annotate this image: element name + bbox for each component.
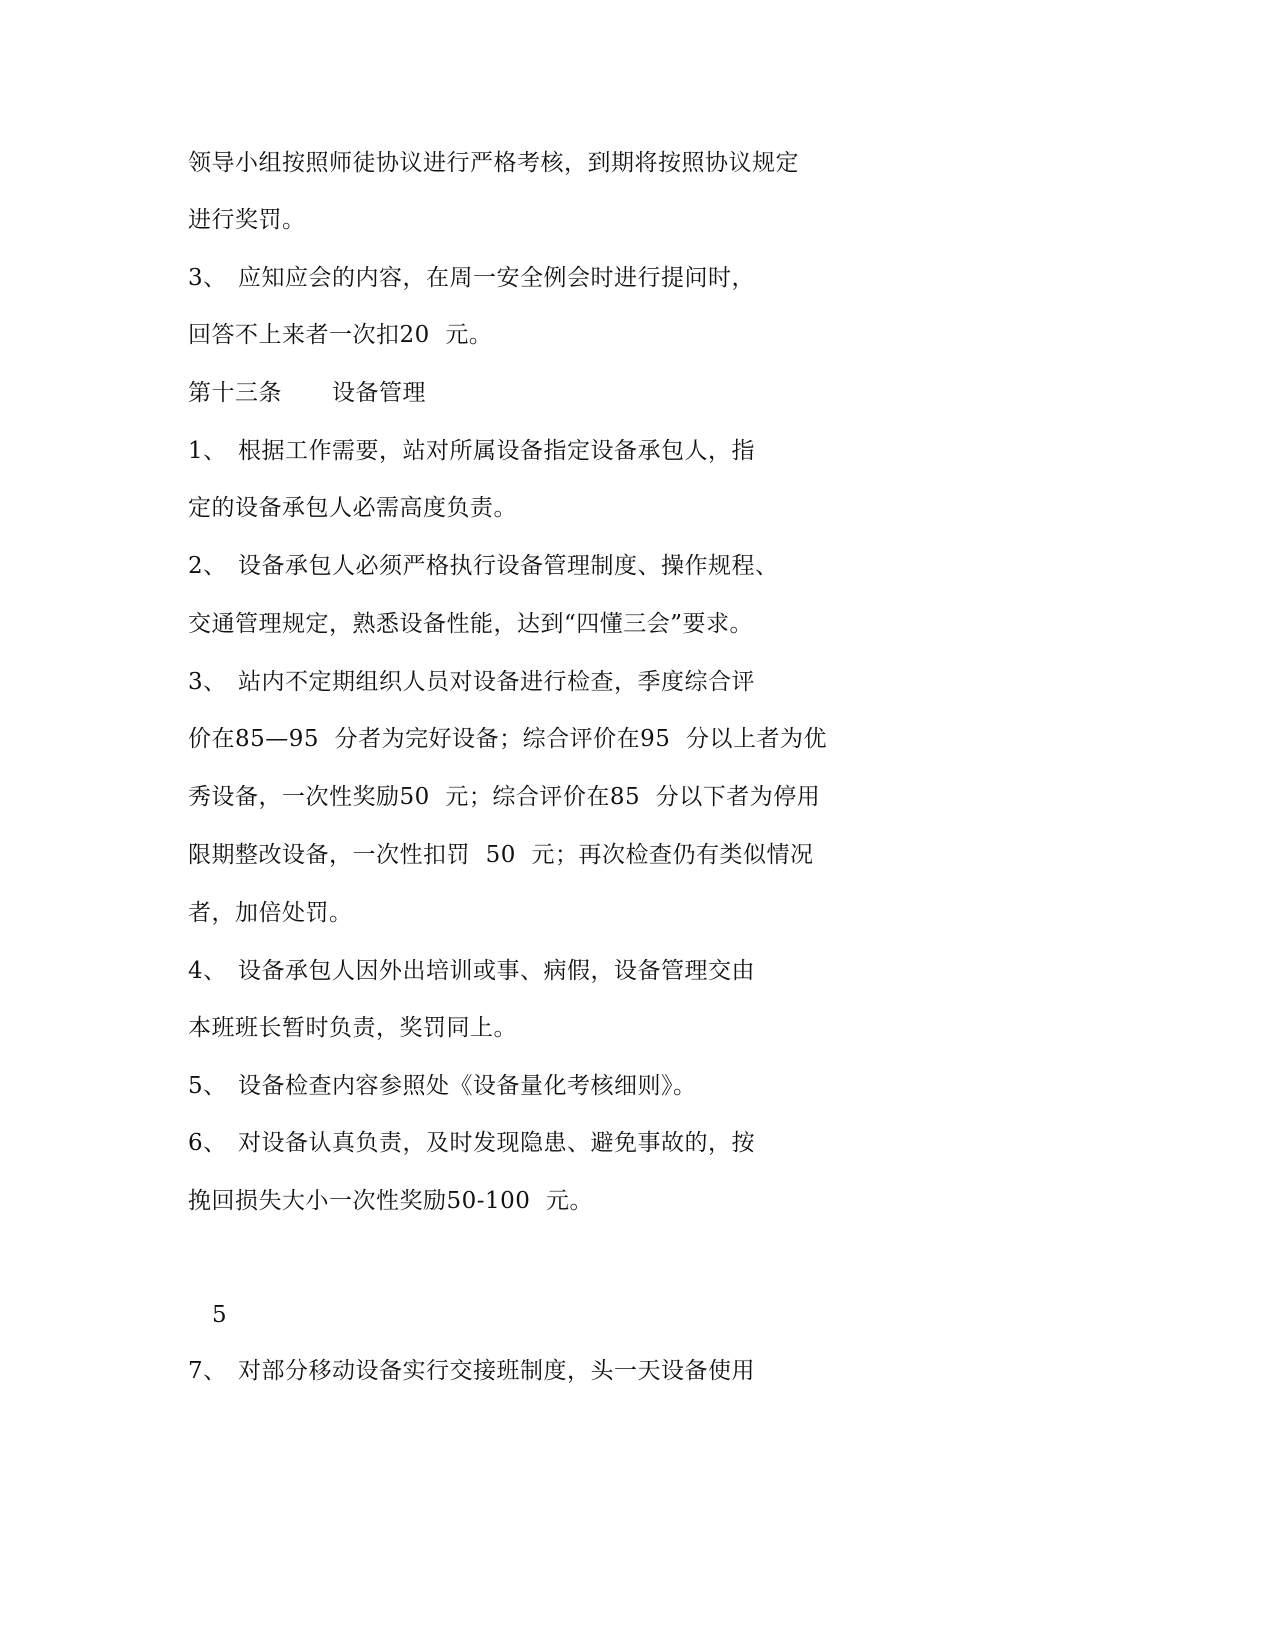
list-item-text: 设备承包人必须严格执行设备管理制度、操作规程、 [238, 553, 779, 579]
paragraph-line: 交通管理规定，熟悉设备性能，达到“四懂三会”要求。 [188, 611, 754, 637]
paragraph-line: 秀设备，一次性奖励50 元；综合评价在85 分以下者为停用 [188, 784, 821, 810]
list-item-number: 2、 [188, 553, 227, 579]
list-item-number: 6、 [188, 1130, 227, 1156]
article-title: 设备管理 [332, 380, 426, 406]
paragraph-line: 挽回损失大小一次性奖励50-100 元。 [188, 1188, 594, 1214]
list-item-number: 3、 [188, 265, 227, 291]
page-number: 5 [212, 1302, 227, 1328]
list-item [188, 1071, 697, 1101]
paragraph-line: 者，加倍处罚。 [188, 900, 353, 926]
article-heading [188, 378, 426, 408]
list-item [188, 667, 755, 697]
paragraph-line: 价在85—95 分者为完好设备；综合评价在95 分以上者为优 [188, 726, 828, 752]
list-item-number: 1、 [188, 438, 227, 464]
list-item-number: 3、 [188, 669, 227, 695]
list-item-number: 5、 [188, 1073, 227, 1099]
list-item [188, 263, 755, 293]
article-number: 第十三条 [188, 380, 282, 406]
list-item-number: 7、 [188, 1358, 227, 1384]
list-item-text: 根据工作需要，站对所属设备指定设备承包人，指 [238, 438, 755, 464]
list-item-text: 设备检查内容参照处《设备量化考核细则》。 [238, 1073, 697, 1099]
paragraph-line: 本班班长暂时负责，奖罚同上。 [188, 1015, 517, 1041]
list-item-text: 应知应会的内容，在周一安全例会时进行提问时， [238, 265, 755, 291]
list-item-number: 4、 [188, 958, 227, 984]
paragraph-line: 限期整改设备，一次性扣罚 50 元；再次检查仍有类似情况 [188, 842, 814, 868]
list-item [188, 956, 755, 986]
list-item [188, 551, 779, 581]
list-item [188, 1128, 755, 1158]
paragraph-line: 定的设备承包人必需高度负责。 [188, 495, 517, 521]
list-item-text: 设备承包人因外出培训或事、病假，设备管理交由 [238, 958, 755, 984]
list-item-text: 对设备认真负责，及时发现隐患、避免事故的，按 [238, 1130, 755, 1156]
paragraph-line: 回答不上来者一次扣20 元。 [188, 322, 493, 348]
paragraph-line: 领导小组按照师徒协议进行严格考核，到期将按照协议规定 [188, 150, 799, 176]
list-item [188, 1356, 755, 1386]
list-item [188, 436, 755, 466]
list-item-text: 站内不定期组织人员对设备进行检查，季度综合评 [238, 669, 755, 695]
paragraph-line: 进行奖罚。 [188, 207, 306, 233]
list-item-text: 对部分移动设备实行交接班制度，头一天设备使用 [238, 1358, 755, 1384]
